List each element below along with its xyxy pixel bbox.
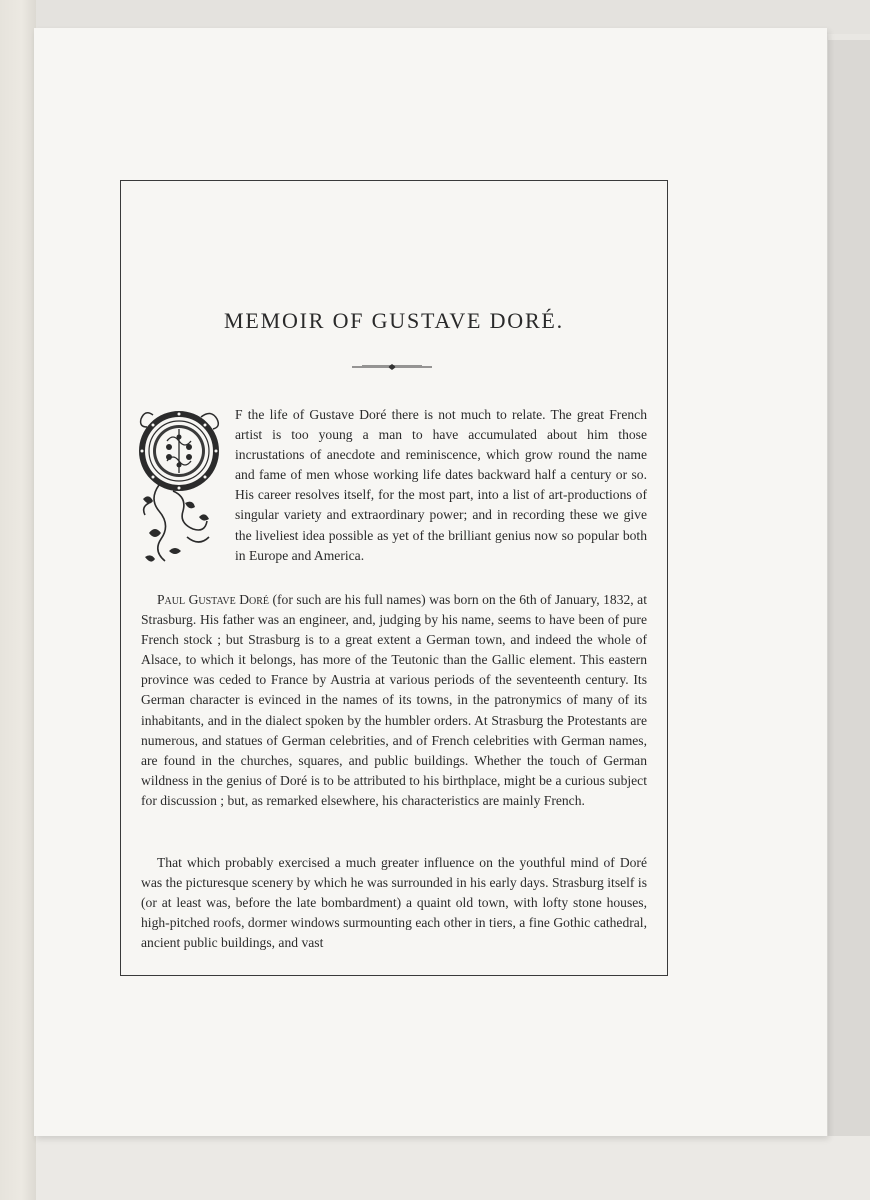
paragraph-1-text: F the life of Gustave Doré there is not much to relate. The great French artist is too young a man to have accumulated about him those incrustations of anecdote and reminiscence, which grow round the name and fame of men whose working life dates backward half a century or so. His career resolves itself, for the most part, into a list of art-productions of singular variety and extraordinary power; and in recording these we give the liveliest idea possible as yet of the brilliant genius now so popular both in Europe and America.: [235, 407, 647, 563]
book-spine-edge: [0, 0, 36, 1200]
paragraph-3-text: That which probably exercised a much greater influence on the youthful mind of Doré was the picturesque scenery by which he was surrounded in his early days. Strasburg itself is (or at least was, before the late bombardment) a quaint old town, with lofty stone houses, high-pitched roofs, dormer windows surmounting each other in tiers, a fine Gothic cathedral, ancient public buildings, and vast: [141, 855, 647, 951]
title-ornament-divider: [352, 362, 432, 372]
paragraph-2-lead: Paul Gustave Doré: [157, 592, 270, 607]
drop-cap-o-icon: [139, 407, 225, 569]
ornamental-drop-cap: [139, 407, 225, 569]
paragraph-3: [141, 853, 647, 953]
bottom-background: [0, 1136, 870, 1200]
paragraph-2-text: (for such are his full names) was born on the 6th of January, 1832, at Strasburg. His father was an engineer, and, judging by his name, seems to have been of pure French stock ; but Strasburg is to a great extent a German town, and indeed the whole of Alsace, to which it belongs, has more of the Teutonic than the Gallic element. This eastern province was ceded to France by Austria at various periods of the seventeenth century. Its German character is evinced in the names of its towns, in the patronymics of many of its inhabitants, and in the dialect spoken by the humbler orders. At Strasburg the Protestants are numerous, and statues of German celebrities, and of French celebrities with German names, are found in the churches, squares, and public buildings. Whether the touch of German wildness in the genius of Doré is to be attributed to his birthplace, might be a curious subject for discussion ; but, as remarked elsewhere, his characteristics are mainly French.: [141, 592, 647, 808]
paragraph-1: [141, 405, 647, 569]
paragraph-2: [141, 590, 647, 811]
page-title: MEMOIR OF GUSTAVE DORÉ.: [224, 308, 564, 333]
right-background: [828, 40, 870, 1136]
